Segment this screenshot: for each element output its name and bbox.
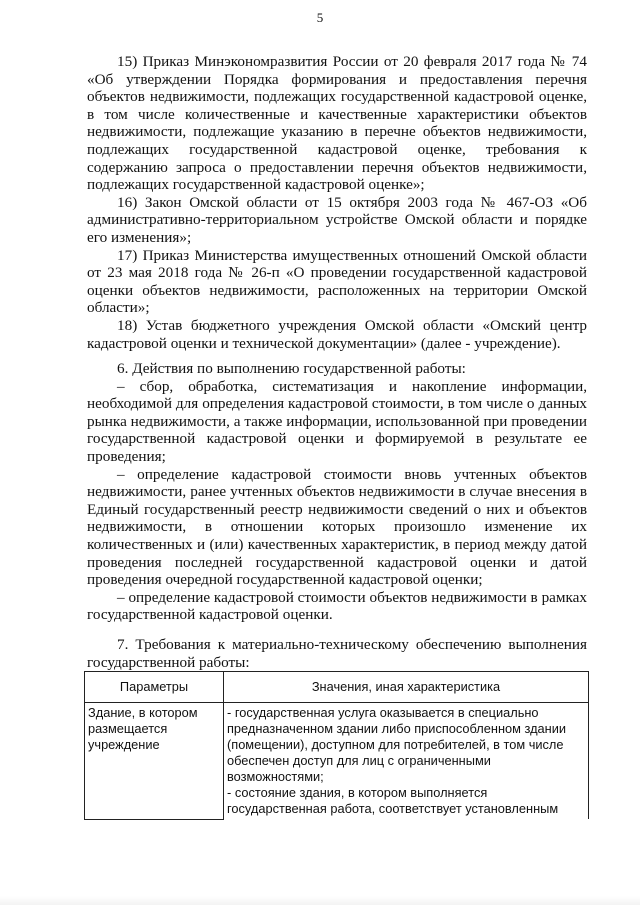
section-6-item: – сбор, обработка, систематизация и накопление информации, необходимой для определения кадастровой стоимости, в том числе о данных рынка недвижимости, а также информации, использованной при проведении государственной кадастровой оценки и формируемой в результате ее проведения; <box>87 377 587 465</box>
table-cell-parameter: Здание, в котором размещается учреждение <box>85 703 224 820</box>
scan-edge <box>0 896 640 905</box>
legal-acts-list <box>87 53 587 352</box>
table-row <box>85 703 589 820</box>
table-header-values: Значения, иная характеристика <box>224 672 589 703</box>
requirements-table <box>84 671 589 820</box>
section-7-heading: 7. Требования к материально-техническому обеспечению выполнения государственной работы: <box>87 636 587 671</box>
section-6-item: – определение кадастровой стоимости объектов недвижимости в рамках государственной кадастровой оценки. <box>87 588 587 624</box>
section-6-item: – определение кадастровой стоимости вновь учтенных объектов недвижимости, ранее учтенных объектов недвижимости в случае внесения в Единый государственный реестр недвижимости сведений о них и объектов недвижимости, в отношении которых произошло изменение их количественных и (или) качественных характеристик, в период между датой проведения последней государственной кадастровой оценки и датой проведения очередной государственной кадастровой оценки; <box>87 465 587 589</box>
section-6-heading: 6. Действия по выполнению государственной работы: <box>117 360 466 377</box>
value-item: - государственная услуга оказывается в специально предназначенном здании либо приспособленном здании (помещении), доступном для потребителей, в том числе обеспечен доступ для лиц с ограниченными возможностями; <box>227 705 567 784</box>
page-number: 5 <box>316 10 324 25</box>
table-header-row <box>85 672 589 703</box>
section-7 <box>87 636 587 671</box>
paragraph-item-17: 17) Приказ Министерства имущественных отношений Омской области от 23 мая 2018 года № 26-п «О проведении государственной кадастровой оценки объектов недвижимости, расположенных на территории Омской области»; <box>87 246 587 317</box>
paragraph-item-18: 18) Устав бюджетного учреждения Омской области «Омский центр кадастровой оценки и технической документации» (далее - учреждение). <box>87 316 587 352</box>
value-item: - состояние здания, в котором выполняется государственная работа, соответствует установленным <box>227 785 559 816</box>
table-cell-values <box>224 703 589 820</box>
table-header-parameters: Параметры <box>85 672 224 703</box>
paragraph-item-15: 15) Приказ Минэкономразвития России от 20 февраля 2017 года № 74 «Об утверждении Порядка формирования и предоставления перечня объектов недвижимости, подлежащих государственной кадастровой оценке, в том числе количественные и качественные характеристики объектов недвижимости, подлежащие указанию в перечне объектов недвижимости, подлежащих государственной кадастровой оценке, требования к содержанию запроса о предоставлении перечня объектов недвижимости, подлежащих государственной кадастровой оценке»; <box>87 53 587 194</box>
paragraph-item-16: 16) Закон Омской области от 15 октября 2003 года № 467-ОЗ «Об административно-территориальном устройстве Омской области и порядке его изменения»; <box>87 193 587 246</box>
section-6 <box>87 360 587 624</box>
